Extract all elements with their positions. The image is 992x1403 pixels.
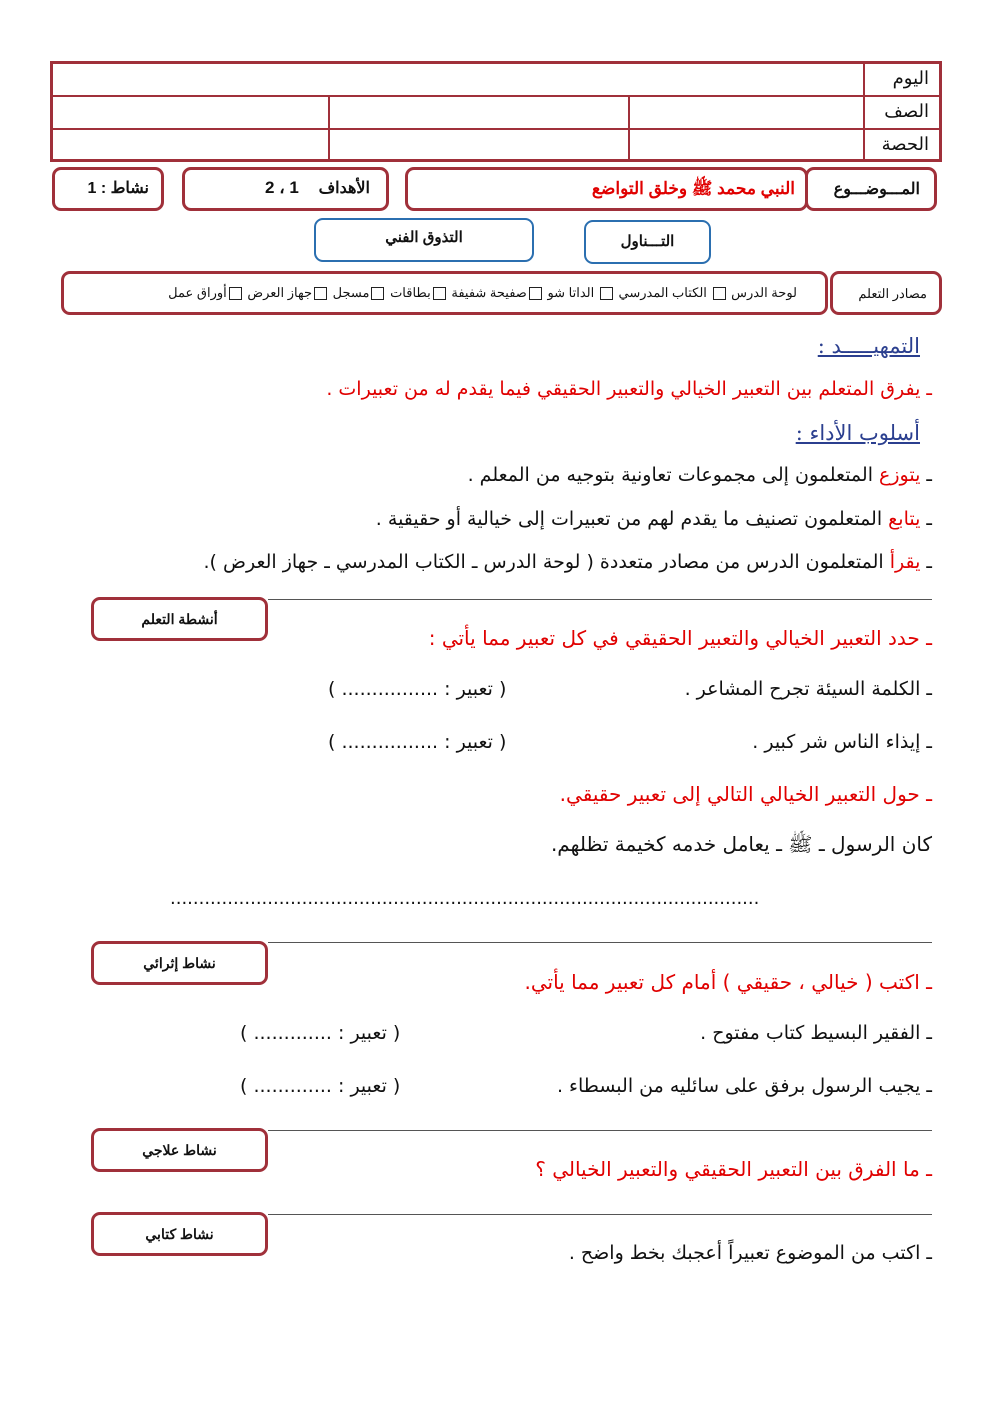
- performance-line: ـ يتوزع المتعلمون إلى مجموعات تعاونية بتوجيه من المعلم .: [467, 464, 932, 486]
- handling-label: التـــناول: [620, 233, 675, 250]
- performance-verb: يقرأ: [889, 551, 921, 573]
- goals-label: الأهداف: [318, 180, 370, 197]
- checkbox[interactable]: [229, 287, 242, 300]
- period-label: الحصة: [881, 134, 929, 154]
- performance-heading: أسلوب الأداء :: [795, 421, 920, 445]
- goals-box: [182, 167, 389, 211]
- intro-heading: التمهيـــــد :: [817, 334, 920, 358]
- learning-q2-sentence: كان الرسول ـ ﷺ ـ يعامل خدمه كخيمة تظلهم.: [550, 832, 932, 856]
- enrichment-item-answer: ( تعبير : ............. ): [240, 1075, 401, 1097]
- answer-line: .......................................................................................................: [170, 888, 760, 909]
- source-item: جهاز العرض: [247, 285, 312, 300]
- checkbox[interactable]: [713, 287, 726, 300]
- source-item: الكتاب المدرسي: [618, 285, 707, 300]
- sources-list: [168, 285, 797, 301]
- learning-item-answer: ( تعبير : ................ ): [328, 678, 507, 700]
- enrichment-item-sentence: ـ يجيب الرسول برفق على سائليه من البسطاء .: [556, 1075, 932, 1097]
- source-item: مسجل: [332, 285, 370, 300]
- checkbox[interactable]: [529, 287, 542, 300]
- enrichment-tag: نشاط إثرائي: [91, 941, 268, 985]
- separator: [268, 599, 932, 600]
- performance-rest: المتعلمون تصنيف ما يقدم لهم من تعبيرات إلى خيالية أو حقيقية .: [375, 508, 889, 530]
- checkbox[interactable]: [433, 287, 446, 300]
- topic-value: النبي محمد ﷺ وخلق التواضع: [591, 179, 795, 198]
- sources-box: [61, 271, 828, 315]
- learning-q1: ـ حدد التعبير الخيالي والتعبير الحقيقي في كل تعبير مما يأتي :: [428, 626, 932, 650]
- separator: [268, 942, 932, 943]
- sources-label-box: [830, 271, 942, 315]
- topic-label: المـــوضـــوع: [833, 181, 920, 198]
- day-label: اليوم: [892, 68, 929, 88]
- remedial-q: ـ ما الفرق بين التعبير الحقيقي والتعبير الخيالي ؟: [535, 1157, 932, 1181]
- intro-text: ـ يفرق المتعلم بين التعبير الخيالي والتعبير الحقيقي فيما يقدم له من تعبيرات .: [326, 378, 932, 400]
- handling-box: [584, 220, 711, 264]
- learning-item-answer: ( تعبير : ................ ): [328, 731, 507, 753]
- source-item: أوراق عمل: [168, 285, 227, 300]
- checkbox[interactable]: [371, 287, 384, 300]
- checkbox[interactable]: [314, 287, 327, 300]
- performance-verb: يتابع: [888, 508, 921, 530]
- activity-box: [52, 167, 164, 211]
- sources-label: مصادر التعلم: [858, 286, 927, 301]
- source-item: لوحة الدرس: [731, 285, 797, 300]
- writing-q: ـ اكتب من الموضوع تعبيراً أعجبك بخط واضح .: [568, 1242, 932, 1264]
- enrichment-q: ـ اكتب ( خيالي ، حقيقي ) أمام كل تعبير مما يأتي.: [524, 970, 932, 994]
- topic-label-box: [805, 167, 937, 211]
- enrichment-item-sentence: ـ الفقير البسيط كتاب مفتوح .: [700, 1022, 932, 1044]
- checkbox[interactable]: [600, 287, 613, 300]
- class-label: الصف: [884, 101, 929, 121]
- source-item: بطاقات: [390, 285, 431, 300]
- performance-verb: يتوزع: [879, 464, 921, 486]
- enrichment-item-answer: ( تعبير : ............. ): [240, 1022, 401, 1044]
- separator: [268, 1130, 932, 1131]
- remedial-tag: نشاط علاجي: [91, 1128, 268, 1172]
- performance-line: ـ يتابع المتعلمون تصنيف ما يقدم لهم من تعبيرات إلى خيالية أو حقيقية .: [375, 508, 932, 530]
- learning-item-sentence: ـ إيذاء الناس شر كبير .: [752, 731, 932, 753]
- activity-label: نشاط : 1: [87, 180, 149, 197]
- learning-item-sentence: ـ الكلمة السيئة تجرح المشاعر .: [684, 678, 932, 700]
- source-item: الداتا شو: [547, 285, 595, 300]
- learning-q2: ـ حول التعبير الخيالي التالي إلى تعبير حقيقي.: [559, 782, 932, 806]
- performance-rest: المتعلمون إلى مجموعات تعاونية بتوجيه من المعلم .: [467, 464, 880, 486]
- performance-rest: المتعلمون الدرس من مصادر متعددة ( لوحة الدرس ـ الكتاب المدرسي ـ جهاز العرض ).: [203, 551, 890, 573]
- source-item: صفيحة شفيفة: [451, 285, 527, 300]
- performance-line: ـ يقرأ المتعلمون الدرس من مصادر متعددة ( لوحة الدرس ـ الكتاب المدرسي ـ جهاز العرض ).: [203, 551, 932, 573]
- goals-value: 1 ، 2: [265, 178, 299, 197]
- taste-box: [314, 218, 534, 262]
- taste-label: التذوق الفني: [385, 229, 463, 246]
- learning-activities-tag: أنشطة التعلم: [91, 597, 268, 641]
- topic-value-box: [405, 167, 808, 211]
- writing-tag: نشاط كتابي: [91, 1212, 268, 1256]
- separator: [268, 1214, 932, 1215]
- header-table: [50, 61, 942, 162]
